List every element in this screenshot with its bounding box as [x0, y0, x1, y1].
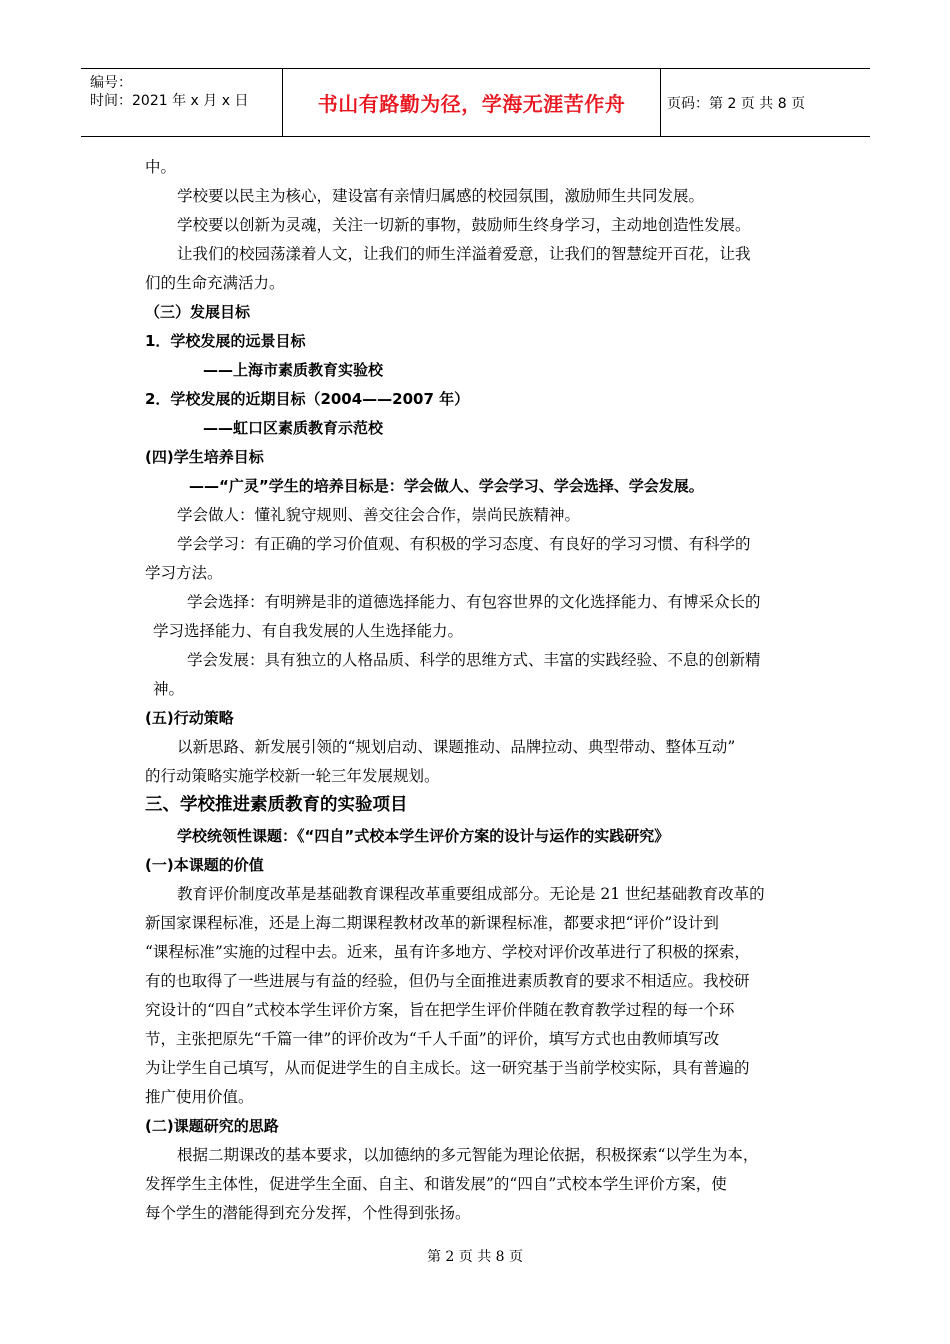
number-label: 编号：: [90, 75, 132, 91]
paragraph-line: 有的也取得了一些进展与有益的经验，但仍与全面推进素质教育的要求不相适应。我校研: [145, 972, 750, 990]
goal-line: ——虹口区素质教育示范校: [203, 419, 384, 437]
paragraph-line: 新国家课程标准，还是上海二期课程教材改革的新课程标准，都要求把“评价”设计到: [145, 914, 719, 932]
paragraph-line: 学习方法。: [145, 564, 223, 582]
paragraph-line: 发挥学生主体性，促进学生全面、自主、和谐发展”的“四自”式校本学生评价方案，使: [145, 1175, 727, 1193]
goal-line: ——“广灵”学生的培养目标是：学会做人、学会学习、学会选择、学会发展。: [189, 477, 704, 495]
paragraph-line: 们的生命充满活力。: [145, 274, 285, 292]
paragraph-line: 每个学生的潜能得到充分发挥，个性得到张扬。: [145, 1204, 471, 1222]
time-label: 时间：2021 年 x 月 x 日: [90, 93, 249, 109]
paragraph-line: 学会发展：具有独立的人格品质、科学的思维方式、丰富的实践经验、不息的创新精: [187, 651, 761, 669]
paragraph-line: 学习选择能力、有自我发展的人生选择能力。: [153, 622, 464, 640]
paragraph-line: 为让学生自己填写，从而促进学生的自主成长。这一研究基于当前学校实际，具有普遍的: [145, 1059, 750, 1077]
paragraph-line: 究设计的“四自”式校本学生评价方案，旨在把学生评价伴随在教育教学过程的每一个环: [145, 1001, 735, 1019]
paragraph-line: 学校要以民主为核心，建设富有亲情归属感的校园氛围，激励师生共同发展。: [177, 187, 705, 205]
paragraph-line: “课程标准”实施的过程中去。近来，虽有许多地方、学校对评价改革进行了积极的探索，: [145, 943, 750, 961]
section-heading: (一)本课题的价值: [145, 856, 264, 874]
paragraph-line: 学会做人：懂礼貌守规则、善交往会合作，崇尚民族精神。: [177, 506, 581, 524]
section-heading: (四)学生培养目标: [145, 448, 264, 466]
paragraph-line: 根据二期课改的基本要求，以加德纳的多元智能为理论依据，积极探索“以学生为本，: [177, 1146, 759, 1164]
paragraph-line: 学会学习：有正确的学习价值观、有积极的学习态度、有良好的学习习惯、有科学的: [177, 535, 751, 553]
paragraph-line: 的行动策略实施学校新一轮三年发展规划。: [145, 767, 440, 785]
header-meta: [81, 69, 283, 136]
subsection-heading: 1．学校发展的远景目标: [145, 332, 306, 350]
paragraph-line: 学会选择：有明辨是非的道德选择能力、有包容世界的文化选择能力、有博采众长的: [187, 593, 761, 611]
section-heading: (五)行动策略: [145, 709, 234, 727]
page-header: [81, 68, 870, 137]
paragraph-line: 以新思路、新发展引领的“规划启动、课题推动、品牌拉动、典型带动、整体互动”: [177, 738, 736, 756]
paragraph-line: 学校要以创新为灵魂，关注一切新的事物，鼓励师生终身学习，主动地创造性发展。: [177, 216, 751, 234]
chapter-heading: 三、学校推进素质教育的实验项目: [145, 795, 408, 815]
paragraph-line: 中。: [145, 158, 177, 176]
motto: 书山有路勤为径，学海无涯苦作舟: [283, 69, 661, 136]
paragraph-line: 神。: [153, 680, 185, 698]
paragraph-line: 教育评价制度改革是基础教育课程改革重要组成部分。无论是 21 世纪基础教育改革的: [177, 885, 765, 903]
project-title: 学校统领性课题：《“四自”式校本学生评价方案的设计与运作的实践研究》: [177, 827, 670, 845]
paragraph-line: 节，主张把原先“千篇一律”的评价改为“千人千面”的评价，填写方式也由教师填写改: [145, 1030, 720, 1048]
section-heading: (二)课题研究的思路: [145, 1117, 279, 1135]
goal-line: ——上海市素质教育实验校: [203, 361, 384, 379]
page-info: 页码：第 2 页 共 8 页: [667, 95, 806, 112]
page-footer: 第 2 页 共 8 页: [426, 1249, 524, 1265]
subsection-heading: 2．学校发展的近期目标（2004——2007 年）: [145, 390, 470, 408]
paragraph-line: 让我们的校园荡漾着人文，让我们的师生洋溢着爱意，让我们的智慧绽开百花，让我: [177, 245, 751, 263]
paragraph-line: 推广使用价值。: [145, 1088, 254, 1106]
section-heading: （三）发展目标: [145, 303, 251, 321]
